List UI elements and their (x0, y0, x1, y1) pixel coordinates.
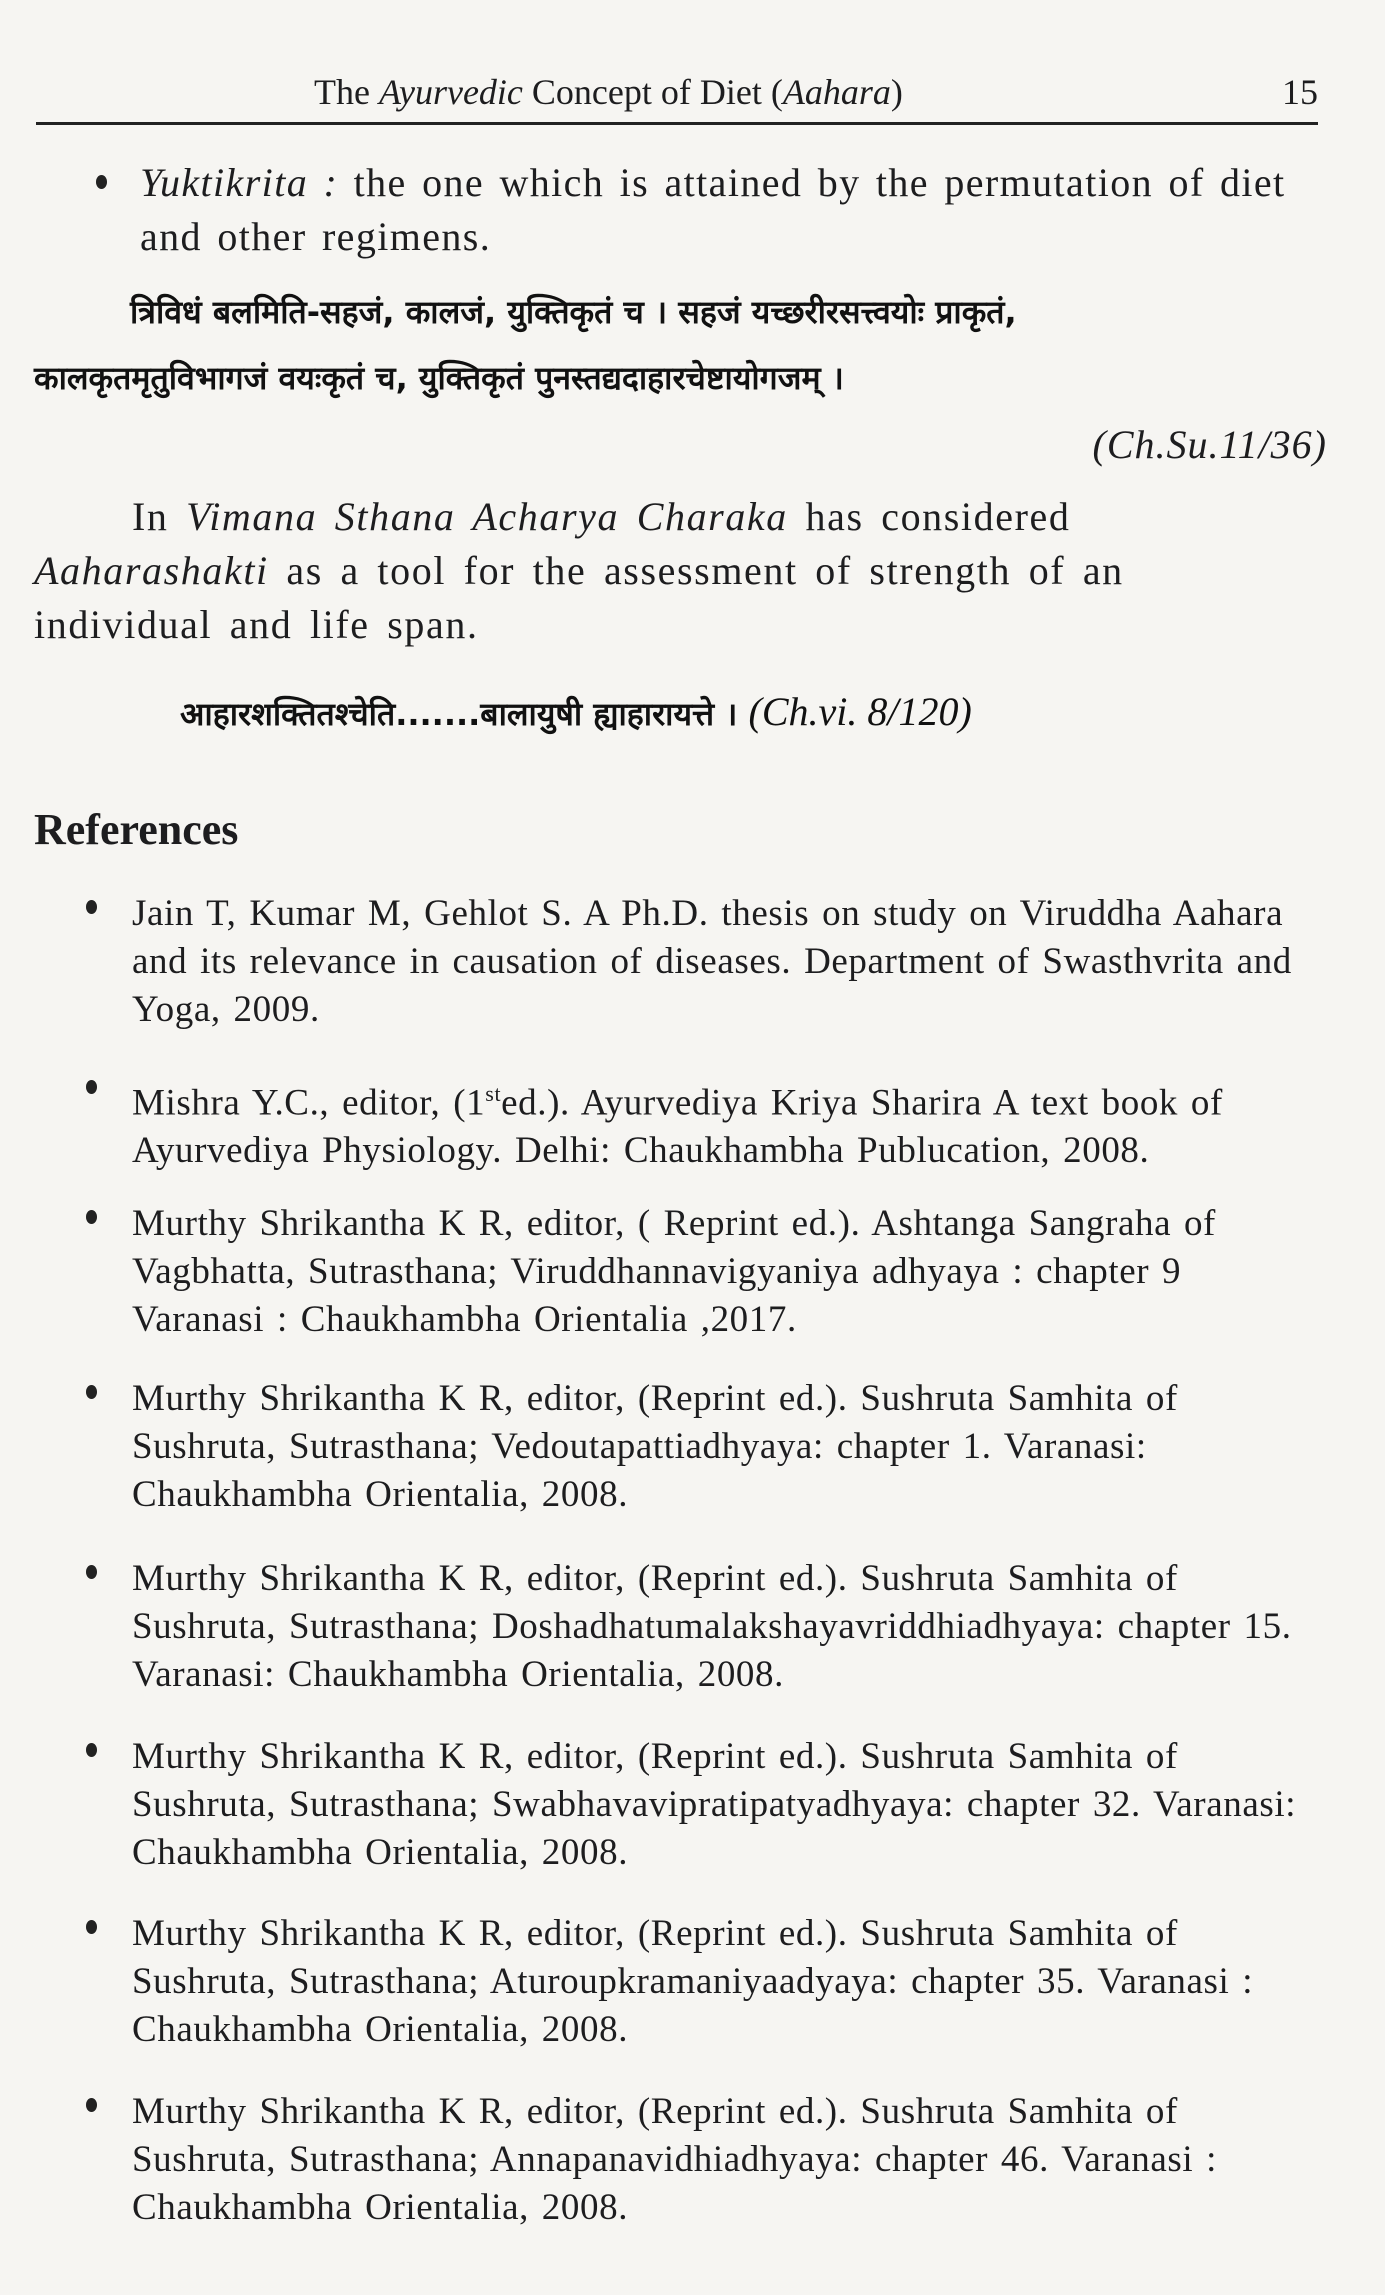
reference-item: Murthy Shrikantha K R, editor, (Reprint ed.). Sushruta Samhita of Sushruta, Sutrasthana; Vedoutapattiadhyaya: chapter 1. Varanasi: Chaukhambha Orientalia, 2008. (132, 1378, 1178, 1515)
reference-item: Murthy Shrikantha K R, editor, ( Reprint ed.). Ashtanga Sangraha of Vagbhatta, Sutrasthana; Viruddhannavigyaniya adhyaya : chapter 9 Varanasi : Chaukhambha Orientalia ,2017. (132, 1203, 1216, 1340)
sanskrit-verse-1-line-2: कालकृतमृतुविभागजं वयःकृतं च, युक्तिकृतं पुनस्तद्यदाहारचेष्टायोगजम् । (34, 359, 844, 397)
reference-item: Murthy Shrikantha K R, editor, (Reprint ed.). Sushruta Samhita of Sushruta, Sutrasthana; Swabhavavipratipatyadhyaya: chapter 32. Varanasi: Chaukhambha Orientalia, 2008. (132, 1736, 1297, 1873)
reference-item: Jain T, Kumar M, Gehlot S. A Ph.D. thesis on study on Viruddha Aahara and its relevance in causation of diseases. Department of Swasthvrita and Yoga, 2009. (132, 893, 1292, 1030)
bullet-icon (86, 2098, 97, 2112)
reference-item: Mishra Y.C., editor, (1sted.). Ayurvediya Kriya Sharira A text book of Ayurvediya Physiology. Delhi: Chaukhambha Publucation, 2008. (132, 1081, 1223, 1172)
reference-item: Murthy Shrikantha K R, editor, (Reprint ed.). Sushruta Samhita of Sushruta, Sutrasthana; Aturoupkramaniyaadyaya: chapter 35. Varanasi : Chaukhambha Orientalia, 2008. (132, 1913, 1254, 2050)
bullet-icon (86, 1210, 97, 1224)
bullet-icon (86, 1920, 97, 1934)
sanskrit-verse-1-line-1: त्रिविधं बलमिति-सहजं, कालजं, युक्तिकृतं च । सहजं यच्छरीरसत्त्वयोः प्राकृतं, (130, 293, 1017, 331)
bullet-icon (86, 1743, 97, 1757)
yuktikrita-bullet: Yuktikrita : the one which is attained by the permutation of diet and other regimens. (140, 160, 1286, 259)
reference-item: Murthy Shrikantha K R, editor, (Reprint ed.). Sushruta Samhita of Sushruta, Sutrasthana; Annapanavidhiadhyaya: chapter 46. Varanasi : Chaukhambha Orientalia, 2008. (132, 2091, 1218, 2228)
reference-item: Murthy Shrikantha K R, editor, (Reprint ed.). Sushruta Samhita of Sushruta, Sutrasthana; Doshadhatumalakshayavriddhiadhyaya: chapter 15. Varanasi: Chaukhambha Orientalia, 2008. (132, 1558, 1292, 1695)
verse-1-citation: (Ch.Su.11/36) (1092, 422, 1327, 467)
verse-2-citation: (Ch.vi. 8/120) (748, 689, 972, 734)
bullet-icon (86, 900, 97, 914)
bullet-icon (86, 1080, 97, 1094)
bullet-icon (86, 1565, 97, 1579)
bullet-icon (96, 175, 107, 189)
page-number: 15 (1282, 72, 1318, 112)
sanskrit-verse-2: आहारशक्तितश्चेति.......बालायुषी ह्याहारायत्ते । (Ch.vi. 8/120) (180, 689, 972, 734)
references-heading: References (34, 805, 239, 854)
vimana-paragraph: In Vimana Sthana Acharya Charaka has considered Aaharashakti as a tool for the assessment of strength of an individual and life span. (34, 494, 1124, 647)
running-header (36, 62, 1318, 125)
header-title: The Ayurvedic Concept of Diet (Aahara) (314, 72, 903, 112)
bullet-icon (86, 1385, 97, 1399)
